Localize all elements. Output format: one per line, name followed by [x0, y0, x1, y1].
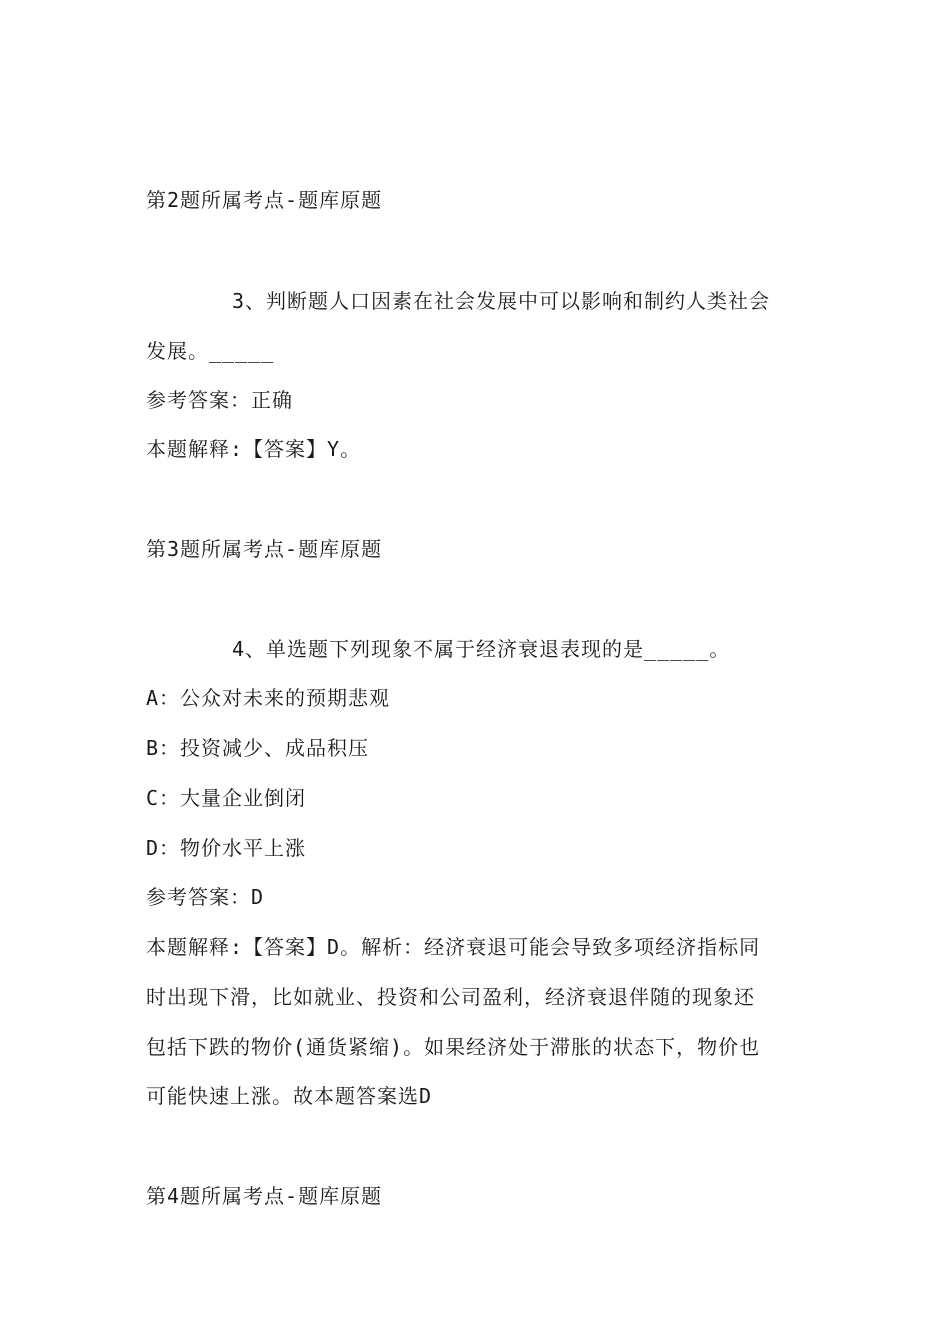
q4-option-c: C：大量企业倒闭	[146, 786, 307, 810]
q4-question: 4、单选题下列现象不属于经济衰退表现的是_____。	[232, 637, 731, 661]
q3-question-line2: 发展。_____	[146, 339, 275, 363]
q4-explanation-line2: 时出现下滑，比如就业、投资和公司盈利，经济衰退伴随的现象还	[146, 985, 755, 1009]
q4-explanation-line3: 包括下跌的物价(通货紧缩)。如果经济处于滞胀的状态下，物价也	[146, 1035, 761, 1059]
q3-answer: 参考答案：正确	[146, 388, 293, 412]
q3-point-label: 第3题所属考点-题库原题	[146, 537, 383, 561]
q4-option-a: A：公众对未来的预期悲观	[146, 686, 391, 710]
q4-answer: 参考答案：D	[146, 885, 265, 909]
q4-option-d: D：物价水平上涨	[146, 836, 307, 860]
q4-point-label: 第4题所属考点-题库原题	[146, 1184, 383, 1208]
q4-explanation-line4: 可能快速上涨。故本题答案选D	[146, 1084, 433, 1108]
q3-question-line1: 3、判断题人口因素在社会发展中可以影响和制约人类社会	[232, 289, 771, 313]
q4-explanation-line1: 本题解释:【答案】D。解析：经济衰退可能会导致多项经济指标同	[146, 935, 761, 959]
q3-explanation: 本题解释:【答案】Y。	[146, 437, 362, 461]
q2-point-label: 第2题所属考点-题库原题	[146, 188, 383, 212]
q4-option-b: B：投资减少、成品积压	[146, 736, 370, 760]
